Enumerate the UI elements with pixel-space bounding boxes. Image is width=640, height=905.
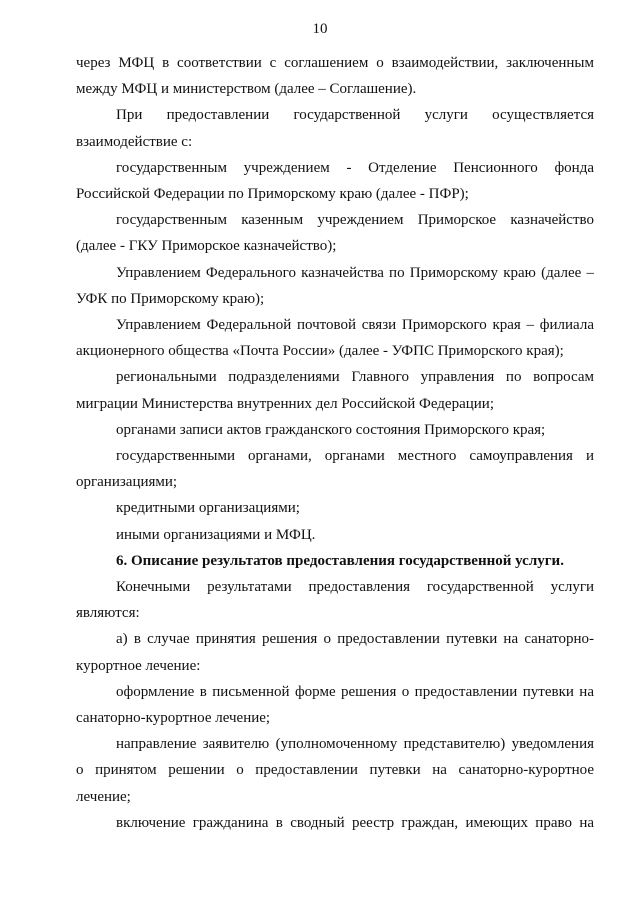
paragraph-8: органами записи актов гражданского состояния Приморского края; [116, 421, 546, 438]
paragraph-5: Управлением Федерального казначейства по Приморскому краю (далее – УФК по Приморскому краю); [76, 264, 594, 307]
paragraph-11: иными организациями и МФЦ. [116, 526, 316, 543]
document-body [76, 50, 594, 836]
paragraph-1: через МФЦ в соответствии с соглашением о взаимодействии, заключенным между МФЦ и министерством (далее – Соглашение). [76, 55, 594, 98]
paragraph-6: Управлением Федеральной почтовой связи Приморского края – филиала акционерного общества «Почта России» (далее - УФПС Приморского края); [76, 317, 594, 360]
page-number: 10 [312, 21, 328, 37]
paragraph-4: государственным казенным учреждением Приморское казначейство (далее - ГКУ Приморское казначейство); [76, 212, 594, 255]
paragraph-17: включение гражданина в сводный реестр граждан, имеющих право на [116, 814, 594, 831]
paragraph-2: При предоставлении государственной услуги осуществляется взаимодействие с: [76, 107, 594, 150]
paragraph-9: государственными органами, органами местного самоуправления и организациями; [76, 448, 594, 491]
paragraph-14: а) в случае принятия решения о предоставлении путевки на санаторно-курортное лечение: [76, 631, 594, 674]
paragraph-15: оформление в письменной форме решения о предоставлении путевки на санаторно-курортное лечение; [76, 683, 594, 727]
section-heading: 6. Описание результатов предоставления государственной услуги. [116, 552, 564, 569]
paragraph-10: кредитными организациями; [116, 500, 300, 517]
paragraph-16: направление заявителю (уполномоченному представителю) уведомления о принятом решении о предоставлении путевки на санаторно-курортное лечение; [76, 736, 594, 805]
paragraph-7: региональными подразделениями Главного управления по вопросам миграции Министерства внутренних дел Российской Федерации; [76, 369, 594, 412]
paragraph-13: Конечными результатами предоставления государственной услуги являются: [76, 579, 594, 622]
paragraph-3: государственным учреждением - Отделение Пенсионного фонда Российской Федерации по Приморскому краю (далее - ПФР); [76, 159, 594, 203]
